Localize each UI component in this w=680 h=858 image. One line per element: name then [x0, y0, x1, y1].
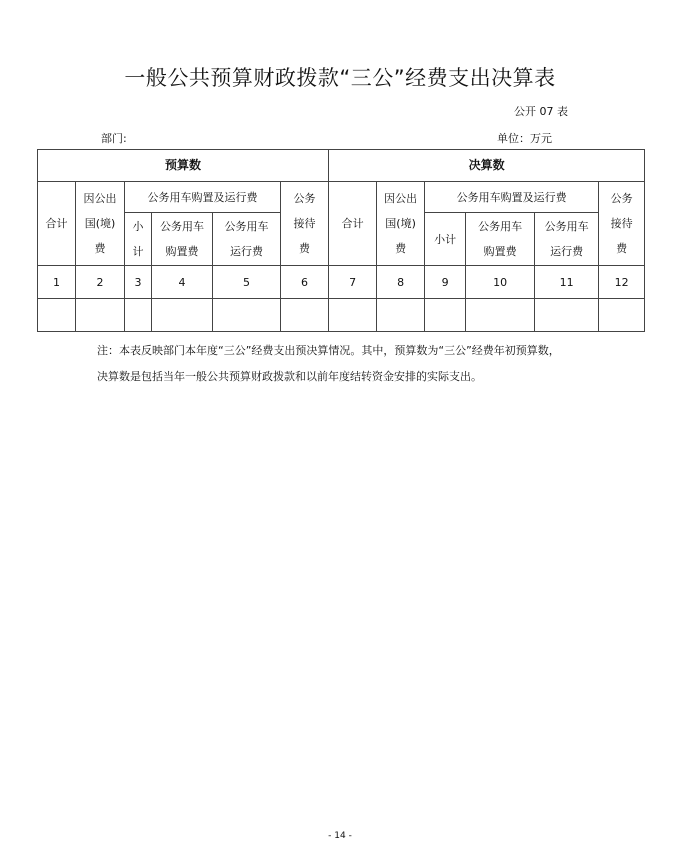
section-header-row: [38, 150, 645, 182]
form-number: 公开 07 表: [514, 105, 568, 118]
column-number: 9: [425, 266, 466, 299]
budget-purchase-header: 公务用车 购置费: [152, 213, 213, 266]
budget-subtotal-header: 小 计: [125, 213, 152, 266]
column-number-row: [38, 266, 645, 299]
note-line: 注：本表反映部门本年度“三公”经费支出预决算情况。其中，预算数为“三公”经费年初预算数，: [97, 344, 560, 357]
data-cell: [125, 299, 152, 332]
final-vehicle-group-header: 公务用车购置及运行费: [425, 182, 599, 213]
budget-vehicle-group-header: 公务用车购置及运行费: [125, 182, 281, 213]
data-cell: [535, 299, 599, 332]
column-number: 11: [535, 266, 599, 299]
expenditure-table: [37, 149, 645, 332]
final-header: 决算数: [329, 150, 645, 182]
data-cell: [38, 299, 76, 332]
data-cell: [76, 299, 125, 332]
data-cell: [599, 299, 645, 332]
unit-label: 单位：万元: [497, 132, 552, 145]
column-number: 6: [281, 266, 329, 299]
final-operation-header: 公务用车 运行费: [535, 213, 599, 266]
budget-reception-header: 公务 接待 费: [281, 182, 329, 266]
data-cell: [329, 299, 377, 332]
column-header-row-1: [38, 182, 645, 213]
data-cell: [152, 299, 213, 332]
column-number: 1: [38, 266, 76, 299]
column-number: 12: [599, 266, 645, 299]
page-title: 一般公共预算财政拨款“三公”经费支出决算表: [124, 66, 556, 90]
data-cell: [466, 299, 535, 332]
column-number: 3: [125, 266, 152, 299]
budget-operation-header: 公务用车 运行费: [213, 213, 281, 266]
column-number: 4: [152, 266, 213, 299]
department-label: 部门:: [101, 132, 127, 145]
final-purchase-header: 公务用车 购置费: [466, 213, 535, 266]
final-reception-header: 公务 接待 费: [599, 182, 645, 266]
data-cell: [281, 299, 329, 332]
data-cell: [425, 299, 466, 332]
budget-abroad-header: 因公出 国(境) 费: [76, 182, 125, 266]
column-number: 7: [329, 266, 377, 299]
column-number: 10: [466, 266, 535, 299]
final-total-header: 合计: [329, 182, 377, 266]
final-abroad-header: 因公出 国(境) 费: [377, 182, 425, 266]
data-cell: [213, 299, 281, 332]
final-subtotal-header: 小计: [425, 213, 466, 266]
data-cell: [377, 299, 425, 332]
column-number: 5: [213, 266, 281, 299]
data-row: [38, 299, 645, 332]
note-line: 决算数是包括当年一般公共预算财政拨款和以前年度结转资金安排的实际支出。: [97, 370, 482, 383]
column-number: 8: [377, 266, 425, 299]
page-number: - 14 -: [328, 831, 352, 841]
column-number: 2: [76, 266, 125, 299]
budget-total-header: 合计: [38, 182, 76, 266]
table-note: [97, 338, 617, 390]
budget-header: 预算数: [38, 150, 329, 182]
